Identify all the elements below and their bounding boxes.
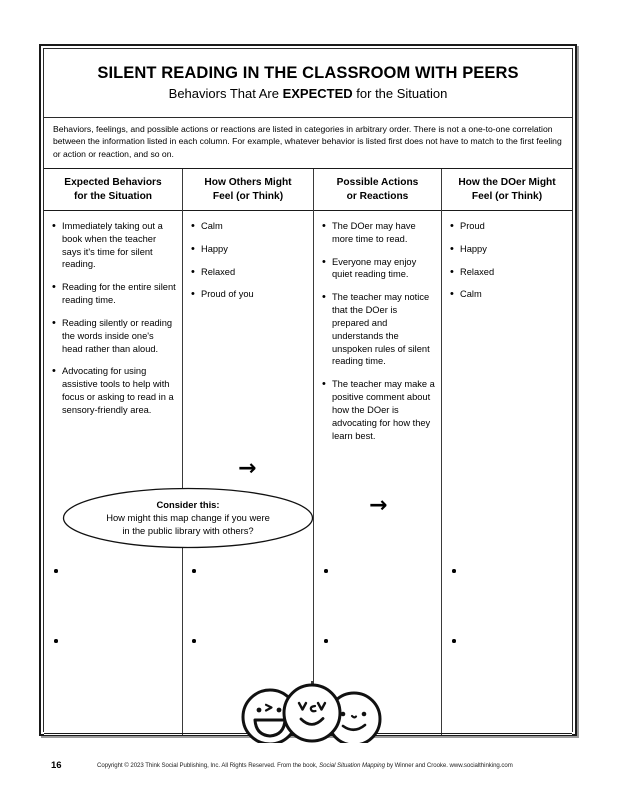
list-item: • Proud xyxy=(450,220,566,233)
list-item: • Calm xyxy=(450,288,566,301)
column-header-4-line2: Feel (or Think) xyxy=(471,190,543,202)
consider-this-text xyxy=(62,487,314,549)
face-content-smile xyxy=(284,681,340,741)
column-how-doer-might-feel xyxy=(442,169,572,735)
subtitle-emphasis: EXPECTED xyxy=(282,86,353,102)
empty-bullet-marker xyxy=(452,569,456,573)
empty-bullet-marker xyxy=(452,639,456,643)
column-header-4-line1: How the DOer Might xyxy=(458,177,556,189)
column-possible-actions xyxy=(314,169,442,735)
list-item: • Proud of you xyxy=(191,288,307,301)
copyright-notice xyxy=(97,762,513,769)
list-item: • Happy xyxy=(191,243,307,256)
column-body-4 xyxy=(442,211,572,301)
list-item: • Reading for the entire silent reading time. xyxy=(52,281,176,307)
column-header-3-line1: Possible Actions xyxy=(336,177,419,189)
list-item: • Happy xyxy=(450,243,566,256)
bullet-list-3 xyxy=(322,220,435,442)
list-item: • The teacher may make a positive comment about how the DOer is advocating for how they learn best. xyxy=(322,378,435,442)
empty-bullet-marker xyxy=(54,639,58,643)
column-header-1-line2: for the Situation xyxy=(73,190,153,202)
page-subtitle xyxy=(169,87,448,102)
column-header-2 xyxy=(183,169,313,211)
list-item: • Advocating for using assistive tools to help with focus or asking to read in a sensory-friendly area. xyxy=(52,365,176,416)
copyright-book-title: Social Situation Mapping xyxy=(319,761,385,769)
consider-this-line2: in the public library with others? xyxy=(122,524,254,536)
page-footer xyxy=(0,754,618,776)
empty-bullet-marker xyxy=(324,569,328,573)
column-header-1-line1: Expected Behaviors xyxy=(64,177,162,189)
list-item: • Relaxed xyxy=(191,266,307,279)
column-body-1 xyxy=(44,211,182,417)
list-item: • Everyone may enjoy quiet reading time. xyxy=(322,256,435,282)
arrow-right-icon-1: → xyxy=(238,456,257,481)
consider-this-line1: How might this map change if you were xyxy=(106,512,270,524)
column-body-3 xyxy=(314,211,441,442)
empty-bullet-marker xyxy=(54,569,58,573)
column-how-others-might-feel xyxy=(183,169,314,735)
column-header-2-line1: How Others Might xyxy=(204,177,292,189)
situation-map-table xyxy=(44,169,572,735)
intro-note: Behaviors, feelings, and possible actions or reactions are listed in categories in arbitrary order. There is not a one-to-one correlation between the information listed in each column. For example, whatever behavior is listed first does not have to match to the first feeling or action or reaction, and so on. xyxy=(44,118,572,169)
arrow-right-icon-2: → xyxy=(369,493,388,518)
page-number: 16 xyxy=(51,759,62,771)
column-header-3 xyxy=(314,169,441,211)
list-item: • Reading silently or reading the words inside one's head rather than aloud. xyxy=(52,317,176,355)
column-header-1 xyxy=(44,169,182,211)
consider-this-heading: Consider this: xyxy=(156,499,220,511)
column-header-4 xyxy=(442,169,572,211)
subtitle-before: Behaviors That Are xyxy=(168,86,283,102)
column-header-2-line2: Feel (or Think) xyxy=(212,190,284,202)
subtitle-after: for the Situation xyxy=(352,86,448,102)
bullet-list-1 xyxy=(52,220,176,417)
empty-bullet-marker xyxy=(192,639,196,643)
list-item: • The teacher may notice that the DOer is prepared and understands the unspoken rules of silent reading time. xyxy=(322,291,435,368)
empty-bullet-marker xyxy=(324,639,328,643)
empty-bullet-marker xyxy=(192,569,196,573)
column-body-2 xyxy=(183,211,313,301)
bullet-list-2 xyxy=(191,220,307,301)
list-item: • Relaxed xyxy=(450,266,566,279)
page-title: SILENT READING IN THE CLASSROOM WITH PEERS xyxy=(97,63,519,82)
copyright-part1: Copyright © 2023 Think Social Publishing, Inc. All Rights Reserved. From the book, xyxy=(97,761,320,769)
bullet-list-4 xyxy=(450,220,566,301)
list-item: • Immediately taking out a book when the teacher says it's time for silent reading. xyxy=(52,220,176,271)
list-item: • The DOer may have more time to read. xyxy=(322,220,435,246)
copyright-part2: by Winner and Crooke. www.socialthinking.com xyxy=(384,761,513,769)
title-block xyxy=(44,49,572,118)
faces-illustration xyxy=(232,681,392,743)
consider-this-callout xyxy=(62,487,314,549)
column-header-3-line2: or Reactions xyxy=(346,190,409,202)
column-expected-behaviors xyxy=(44,169,183,735)
list-item: • Calm xyxy=(191,220,307,233)
